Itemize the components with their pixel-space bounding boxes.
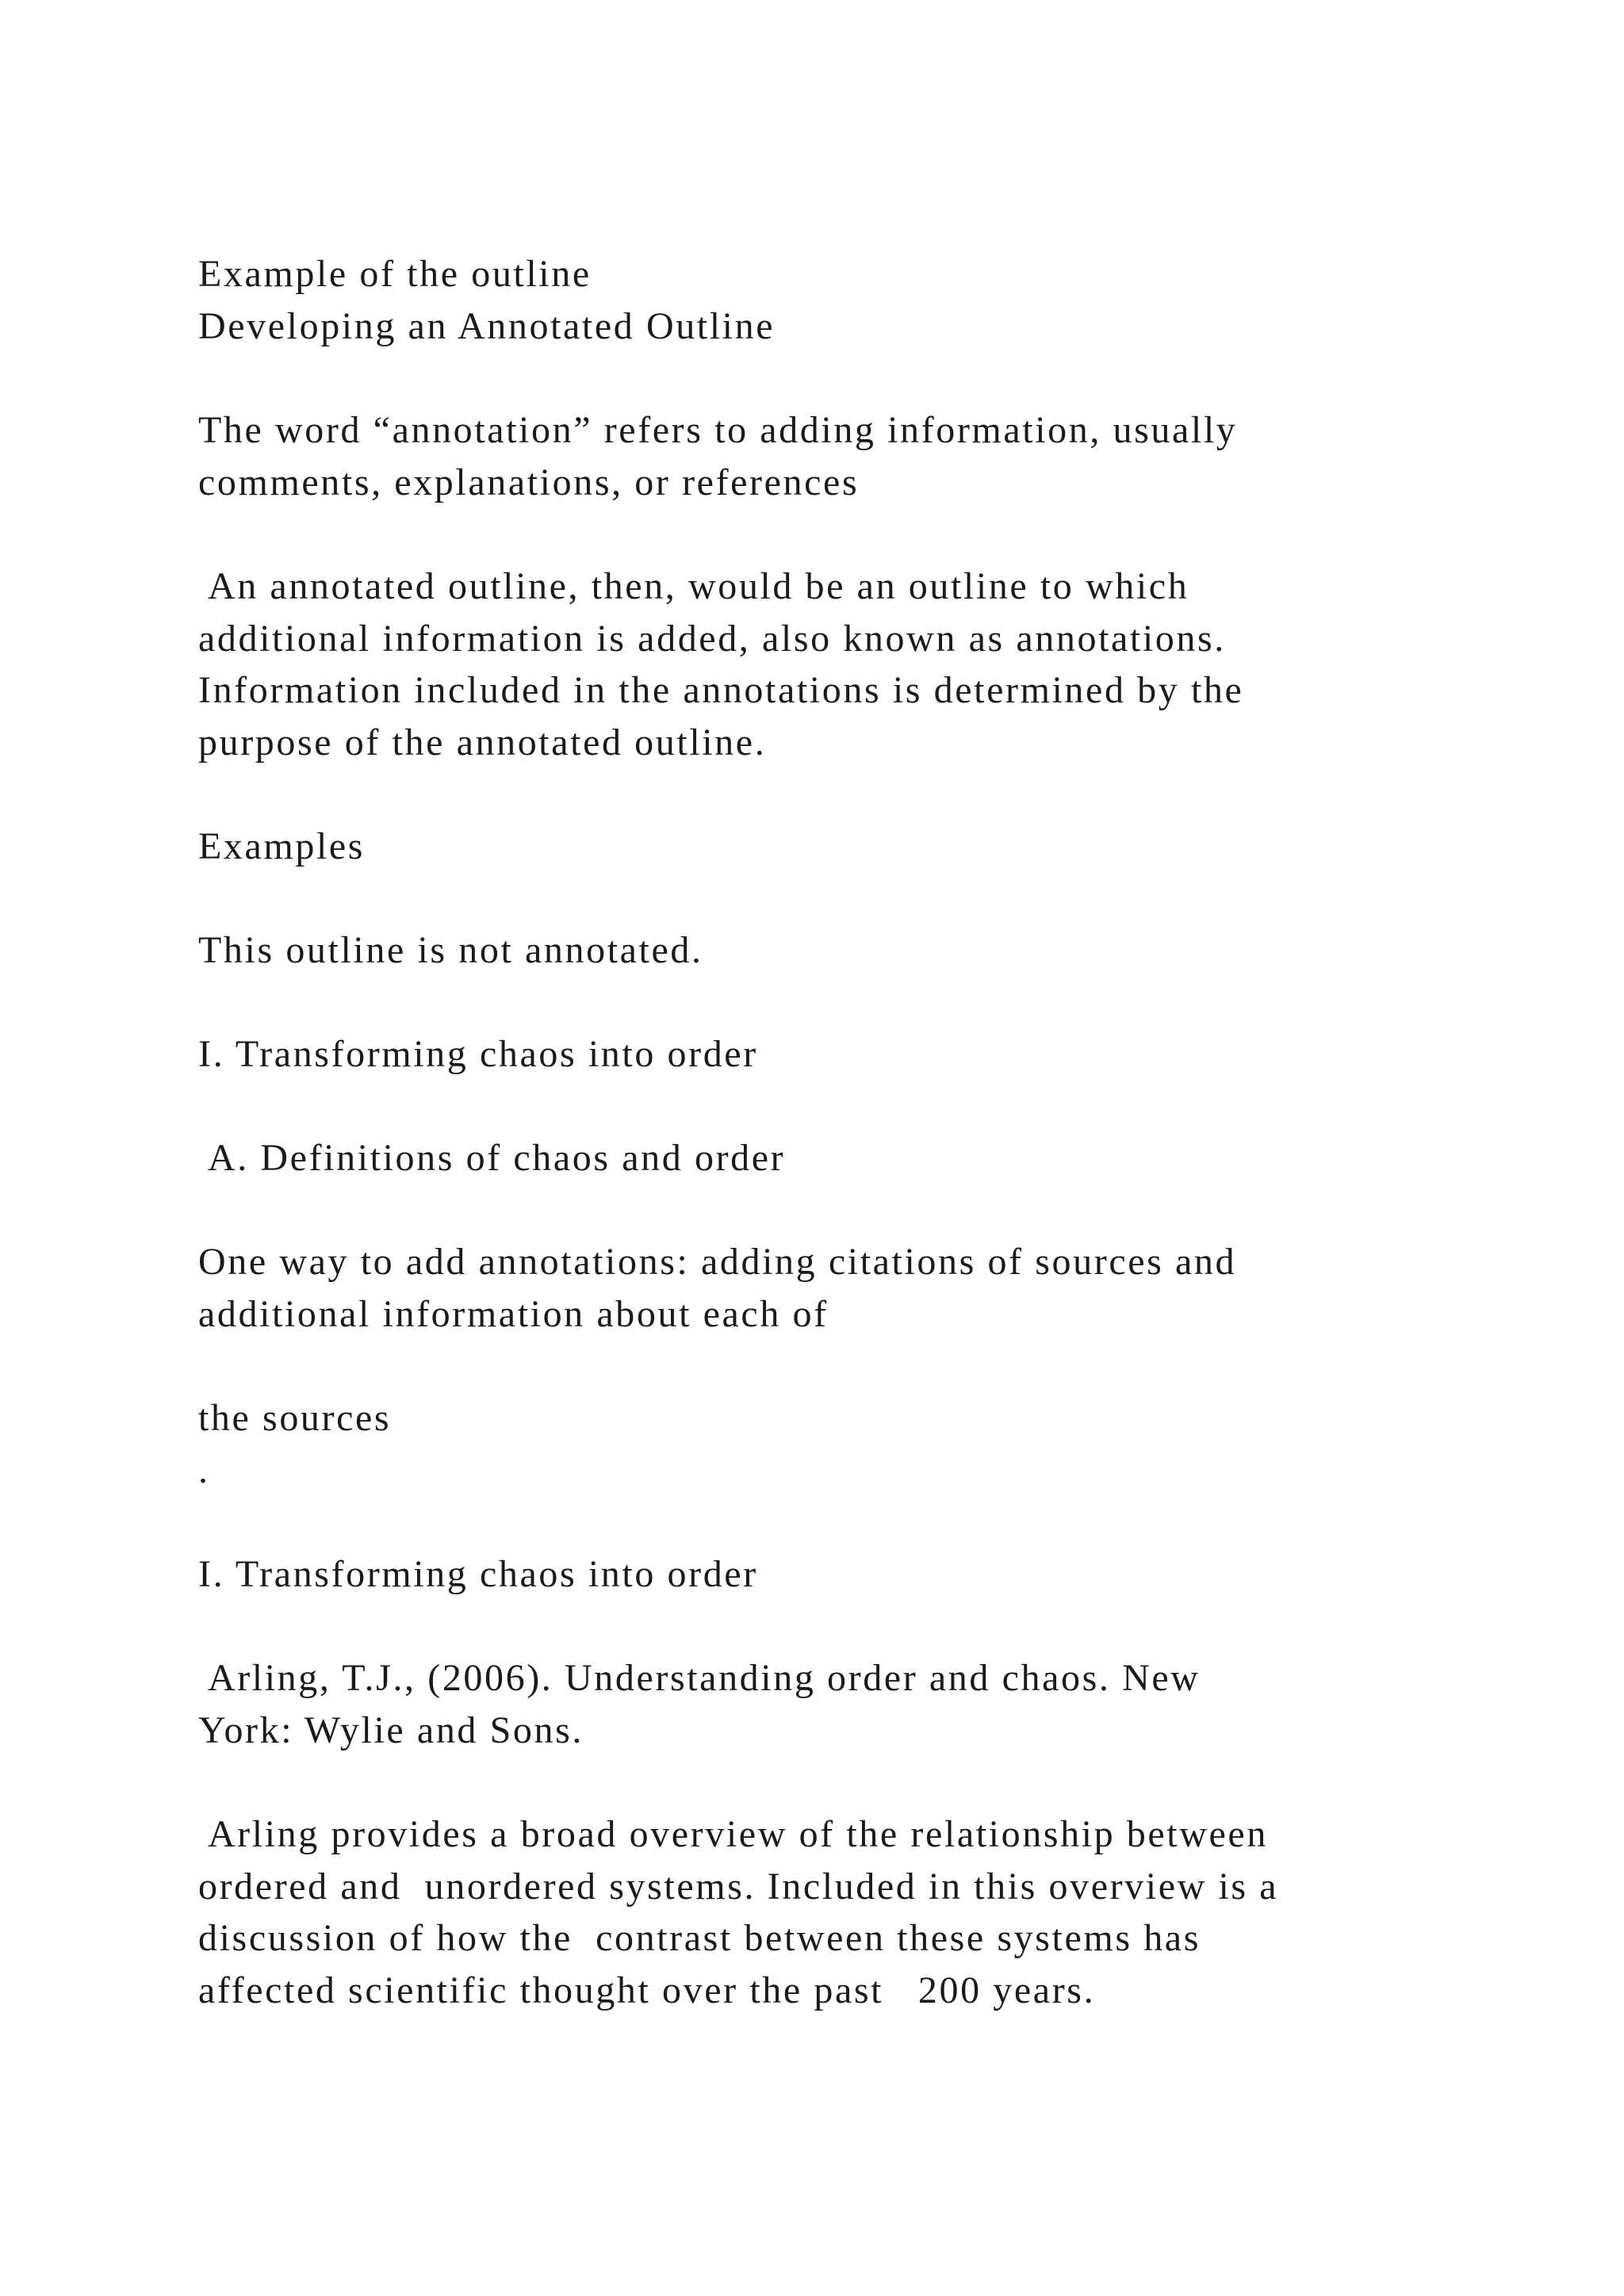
summary-line-2: ordered and unordered systems. Included in this overview is a [198,1866,1279,1908]
outline-item-i-repeat: I. Transforming chaos into order [198,1553,758,1595]
outline-item-i: I. Transforming chaos into order [198,1033,758,1075]
summary-line-1: Arling provides a broad overview of the relationship between [198,1813,1268,1855]
examples-label: Examples [198,825,366,867]
summary-line-4: affected scientific thought over the past 200 years. [198,1969,1096,2011]
summary-line-3: discussion of how the contrast between these systems has [198,1917,1201,1959]
paragraph-2-line-3: Information included in the annotations is determined by the [198,669,1244,711]
period-mark: . [198,1449,210,1491]
paragraph-2-line-4: purpose of the annotated outline. [198,721,767,763]
annotation-line-3: the sources [198,1397,392,1439]
annotation-line-1: One way to add annotations: adding citations of sources and [198,1241,1237,1283]
intro-line-2: comments, explanations, or references [198,461,860,503]
paragraph-2-line-2: additional information is added, also known as annotations. [198,618,1226,660]
annotation-line-2: additional information about each of [198,1293,829,1335]
intro-line-1: The word “annotation” refers to adding information, usually [198,409,1238,451]
outline-item-a: A. Definitions of chaos and order [198,1137,786,1179]
document-heading: Developing an Annotated Outline [198,305,776,347]
citation-line-2: York: Wylie and Sons. [198,1709,584,1751]
document-title: Example of the outline [198,253,592,295]
paragraph-2-line-1: An annotated outline, then, would be an outline to which [198,565,1189,607]
citation-line-1: Arling, T.J., (2006). Understanding order and chaos. New [198,1657,1201,1699]
not-annotated-text: This outline is not annotated. [198,929,703,971]
